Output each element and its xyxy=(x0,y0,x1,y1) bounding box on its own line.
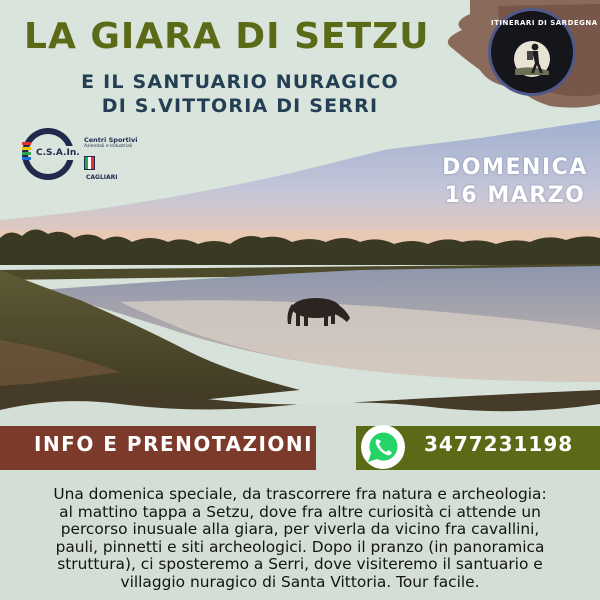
csain-name-line1: Centri Sportivi xyxy=(84,136,138,144)
event-subtitle-line2: DI S.VITTORIA DI SERRI xyxy=(101,95,379,117)
italy-flag-icon xyxy=(84,156,95,170)
event-date-month: 16 MARZO xyxy=(444,183,586,208)
description-line: villaggio nuragico di Santa Vittoria. Tour facile. xyxy=(120,572,480,591)
hiker-icon xyxy=(491,11,598,93)
event-date-day: DOMENICA xyxy=(442,155,588,180)
csain-name-line2: Aziendali e Industriali xyxy=(84,144,133,149)
itinerari-logo xyxy=(488,8,598,96)
event-description xyxy=(10,486,590,591)
csain-city: CAGLIARI xyxy=(86,174,118,181)
description-line: pauli, pinnetti e siti archeologici. Dopo il pranzo (in panoramica xyxy=(55,537,545,556)
whatsapp-icon[interactable] xyxy=(358,422,408,472)
csain-emblem-text: C.S.A.In. xyxy=(36,148,80,158)
info-label: INFO E PRENOTAZIONI xyxy=(34,432,314,456)
description-line: struttura), ci sposteremo a Serri, dove visiteremo il santuario e xyxy=(57,555,543,573)
description-line: percorso inusuale alla giara, per viverla da vicino fra cavallini, xyxy=(60,520,540,538)
itinerari-logo-text: ITINERARI DI SARDEGNA xyxy=(491,19,598,27)
event-subtitle-line1: E IL SANTUARIO NURAGICO xyxy=(81,71,399,93)
event-title: LA GIARA DI SETZU xyxy=(24,16,430,57)
description-line: al mattino tappa a Setzu, dove fra altre curiosità ci attende un xyxy=(59,502,541,521)
phone-number[interactable]: 3477231198 xyxy=(424,432,574,456)
description-line: Una domenica speciale, da trascorrere fra natura e archeologia: xyxy=(53,485,547,503)
csain-logo xyxy=(22,128,142,184)
